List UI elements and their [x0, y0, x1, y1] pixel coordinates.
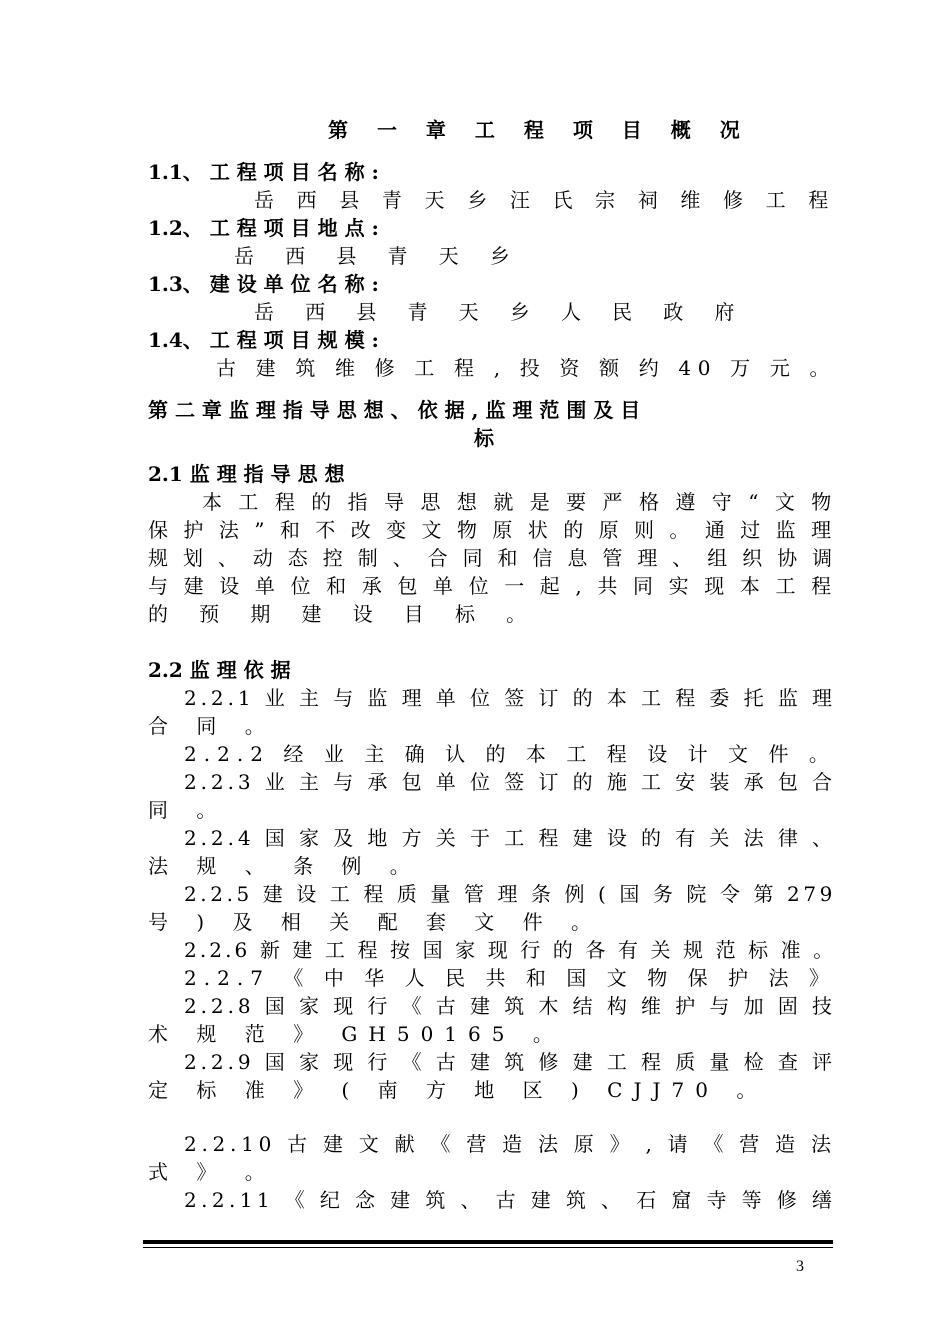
- section-1-4-heading: 1.4、 工 程 项 目 规 模 :: [148, 328, 379, 352]
- list-item: 号 ) 及 相 关 配 套 文 件 。: [148, 910, 603, 934]
- footer-rule-thick: [143, 1240, 833, 1244]
- page-number: 3: [796, 1258, 804, 1275]
- chapter-1-title: 第 一 章 工 程 项 目 概 况: [328, 118, 751, 142]
- footer-rule-thin: [143, 1247, 833, 1248]
- section-1-4-body: 古 建 筑 维 修 工 程 , 投 资 额 约 40 万 元 。: [216, 356, 837, 380]
- list-item: 2.2.3 业 主 与 承 包 单 位 签 订 的 施 工 安 装 承 包 合: [184, 770, 836, 794]
- section-2-1-heading: 2.1 监 理 指 导 思 想: [148, 462, 345, 486]
- list-item: 2.2.4 国 家 及 地 方 关 于 工 程 建 设 的 有 关 法 律 、: [184, 826, 836, 850]
- list-item: 2.2.11 《 纪 念 建 筑 、 古 建 筑 、 石 窟 寺 等 修 缮: [184, 1188, 837, 1212]
- list-item: 定 标 准 》 ( 南 方 地 区 ) CJJ70 。: [148, 1078, 768, 1102]
- list-item: 法 规 、 条 例 。: [148, 854, 421, 878]
- section-1-2-heading: 1.2、 工 程 项 目 地 点 :: [148, 216, 379, 240]
- list-item: 2.2.7 《 中 华 人 民 共 和 国 文 物 保 护 法 》: [184, 966, 836, 990]
- section-1-1-body: 岳 西 县 青 天 乡 汪 氏 宗 祠 维 修 工 程: [254, 188, 837, 212]
- list-item: 2.2.9 国 家 现 行 《 古 建 筑 修 建 工 程 质 量 检 查 评: [184, 1050, 836, 1074]
- paragraph-line: 保 护 法 ” 和 不 改 变 文 物 原 状 的 原 则 。 通 过 监 理: [148, 518, 836, 542]
- paragraph-line: 本 工 程 的 指 导 思 想 就 是 要 严 格 遵 守 “ 文 物: [202, 490, 837, 514]
- list-item: 2.2.5 建 设 工 程 质 量 管 理 条 例 ( 国 务 院 令 第 279: [184, 882, 836, 906]
- list-item: 2.2.10 古 建 文 献 《 营 造 法 原 》 , 请 《 营 造 法: [184, 1132, 836, 1156]
- section-1-1-heading: 1.1、 工 程 项 目 名 称 :: [148, 160, 379, 184]
- list-item: 2.2.2 经 业 主 确 认 的 本 工 程 设 计 文 件 。: [184, 742, 836, 766]
- list-item: 式 》 。: [148, 1160, 276, 1184]
- section-2-2-heading: 2.2 监 理 依 据: [148, 658, 291, 682]
- chapter-2-title-line2: 标: [474, 426, 494, 450]
- list-item: 同 。: [148, 798, 228, 822]
- paragraph-line: 与 建 设 单 位 和 承 包 单 位 一 起 , 共 同 实 现 本 工 程: [148, 574, 836, 598]
- list-item: 术 规 范 》 GH50165 。: [148, 1022, 564, 1046]
- list-item: 2.2.8 国 家 现 行 《 古 建 筑 木 结 构 维 护 与 加 固 技: [184, 994, 836, 1018]
- paragraph-line: 规 划 、 动 态 控 制 、 合 同 和 信 息 管 理 、 组 织 协 调: [148, 546, 837, 570]
- list-item: 2.2.6 新 建 工 程 按 国 家 现 行 的 各 有 关 规 范 标 准 。: [184, 938, 837, 962]
- list-item: 2.2.1 业 主 与 监 理 单 位 签 订 的 本 工 程 委 托 监 理: [184, 686, 836, 710]
- paragraph-line: 的 预 期 建 设 目 标 。: [148, 602, 539, 626]
- section-1-3-heading: 1.3、 建 设 单 位 名 称 :: [148, 272, 379, 296]
- section-1-3-body: 岳 西 县 青 天 乡 人 民 政 府: [254, 300, 747, 324]
- section-1-2-body: 岳 西 县 青 天 乡: [234, 244, 523, 268]
- list-item: 合 同 。: [148, 714, 276, 738]
- chapter-2-title-line1: 第 二 章 监 理 指 导 思 想 、 依 据 , 监 理 范 围 及 目: [148, 398, 641, 422]
